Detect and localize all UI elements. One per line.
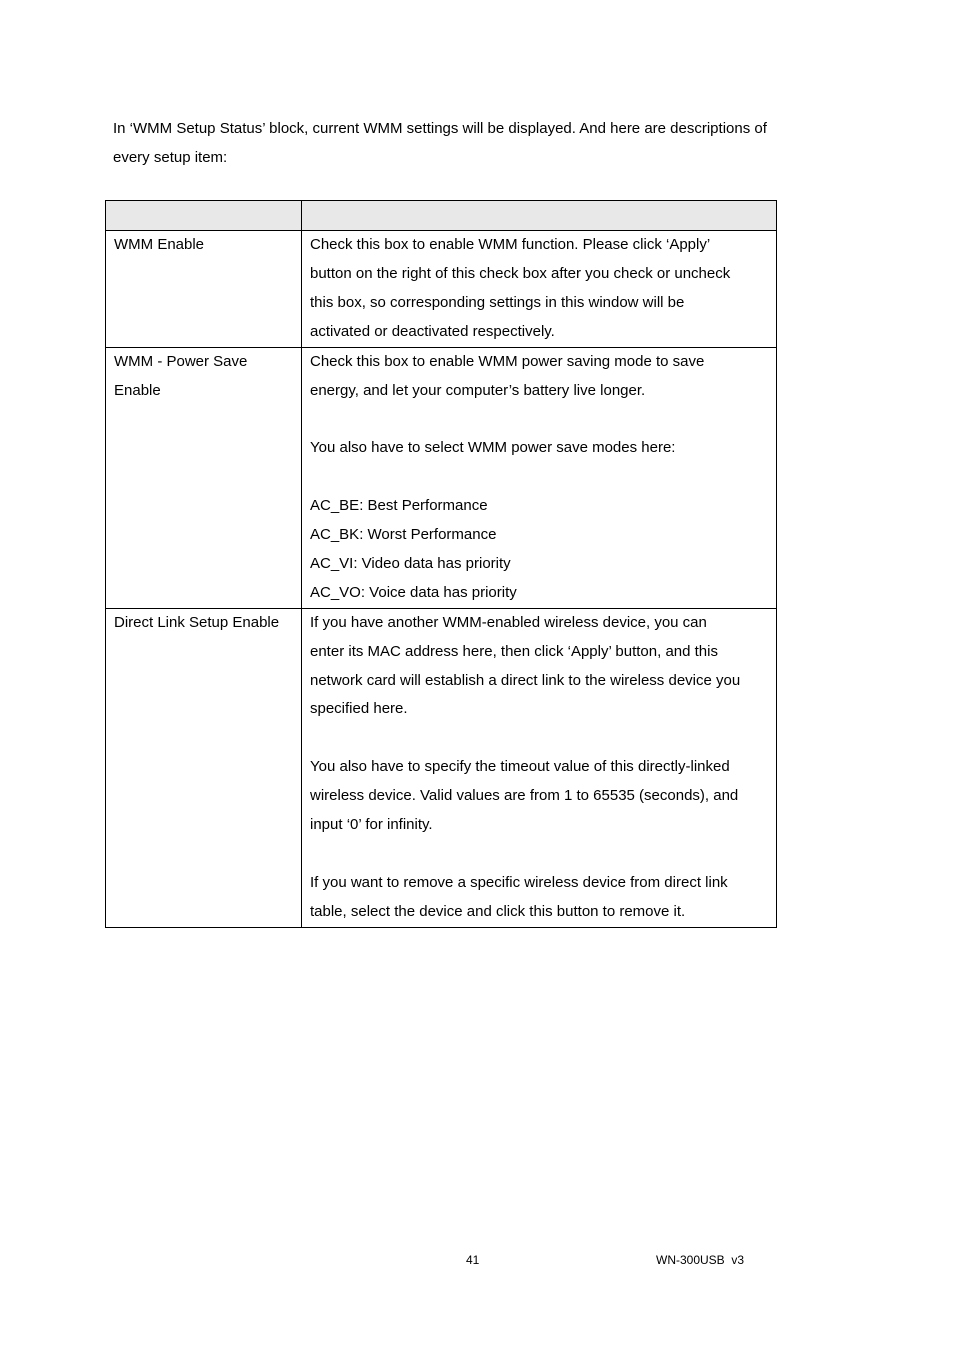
table-header-row [106, 201, 777, 231]
description-line: If you want to remove a specific wireless device from direct link [310, 873, 728, 891]
description-line: AC_BK: Worst Performance [310, 526, 497, 544]
intro-line-2: every setup item: [113, 149, 228, 166]
intro-paragraph [113, 114, 833, 172]
description-line: AC_VO: Voice data has priority [310, 583, 517, 601]
paragraph-gap [310, 840, 770, 869]
page-number: 41 [466, 1253, 480, 1267]
paragraph-gap [310, 463, 770, 492]
description-line: You also have to select WMM power save modes here: [310, 439, 676, 457]
intro-line-1: In ‘WMM Setup Status’ block, current WMM settings will be displayed. And here are descriptions of [113, 120, 767, 137]
setting-description-cell [302, 608, 777, 927]
description-line: table, select the device and click this button to remove it. [310, 902, 686, 920]
description-line: enter its MAC address here, then click ‘Apply’ button, and this [310, 642, 718, 660]
setting-name-line: WMM Enable [114, 236, 205, 253]
description-line: network card will establish a direct link to the wireless device you [310, 671, 741, 689]
setting-name-line: WMM - Power Save [114, 352, 248, 370]
setting-name-line: Enable [114, 381, 161, 399]
setting-name-line: Direct Link Setup Enable [114, 613, 280, 631]
description-line: AC_BE: Best Performance [310, 497, 488, 515]
setting-name-cell [106, 608, 302, 927]
description-line: Check this box to enable WMM function. Please click ‘Apply’ [310, 236, 711, 253]
description-line: energy, and let your computer’s battery live longer. [310, 381, 646, 399]
description-line: wireless device. Valid values are from 1 to 65535 (seconds), and [310, 787, 739, 805]
setting-description-cell [302, 231, 777, 348]
paragraph-gap [310, 724, 770, 753]
description-line: input ‘0’ for infinity. [310, 816, 433, 834]
description-line: AC_VI: Video data has priority [310, 554, 511, 572]
setting-name-cell [106, 231, 302, 348]
table-row [106, 347, 777, 608]
model-label: WN-300USB v3 [656, 1253, 745, 1267]
description-line: You also have to specify the timeout value of this directly-linked [310, 758, 730, 776]
table-header-description [302, 201, 777, 231]
setting-description-cell [302, 347, 777, 608]
table-row [106, 608, 777, 927]
description-line: If you have another WMM-enabled wireless device, you can [310, 613, 707, 631]
paragraph-gap [310, 405, 770, 434]
description-line: button on the right of this check box after you check or uncheck [310, 264, 731, 282]
description-line: Check this box to enable WMM power saving mode to save [310, 352, 705, 370]
settings-description-table [105, 200, 777, 928]
description-line: specified here. [310, 700, 408, 718]
description-line: activated or deactivated respectively. [310, 322, 555, 340]
table-header-item [106, 201, 302, 231]
setting-name-cell [106, 347, 302, 608]
table-row [106, 231, 777, 348]
description-line: this box, so corresponding settings in this window will be [310, 293, 685, 311]
